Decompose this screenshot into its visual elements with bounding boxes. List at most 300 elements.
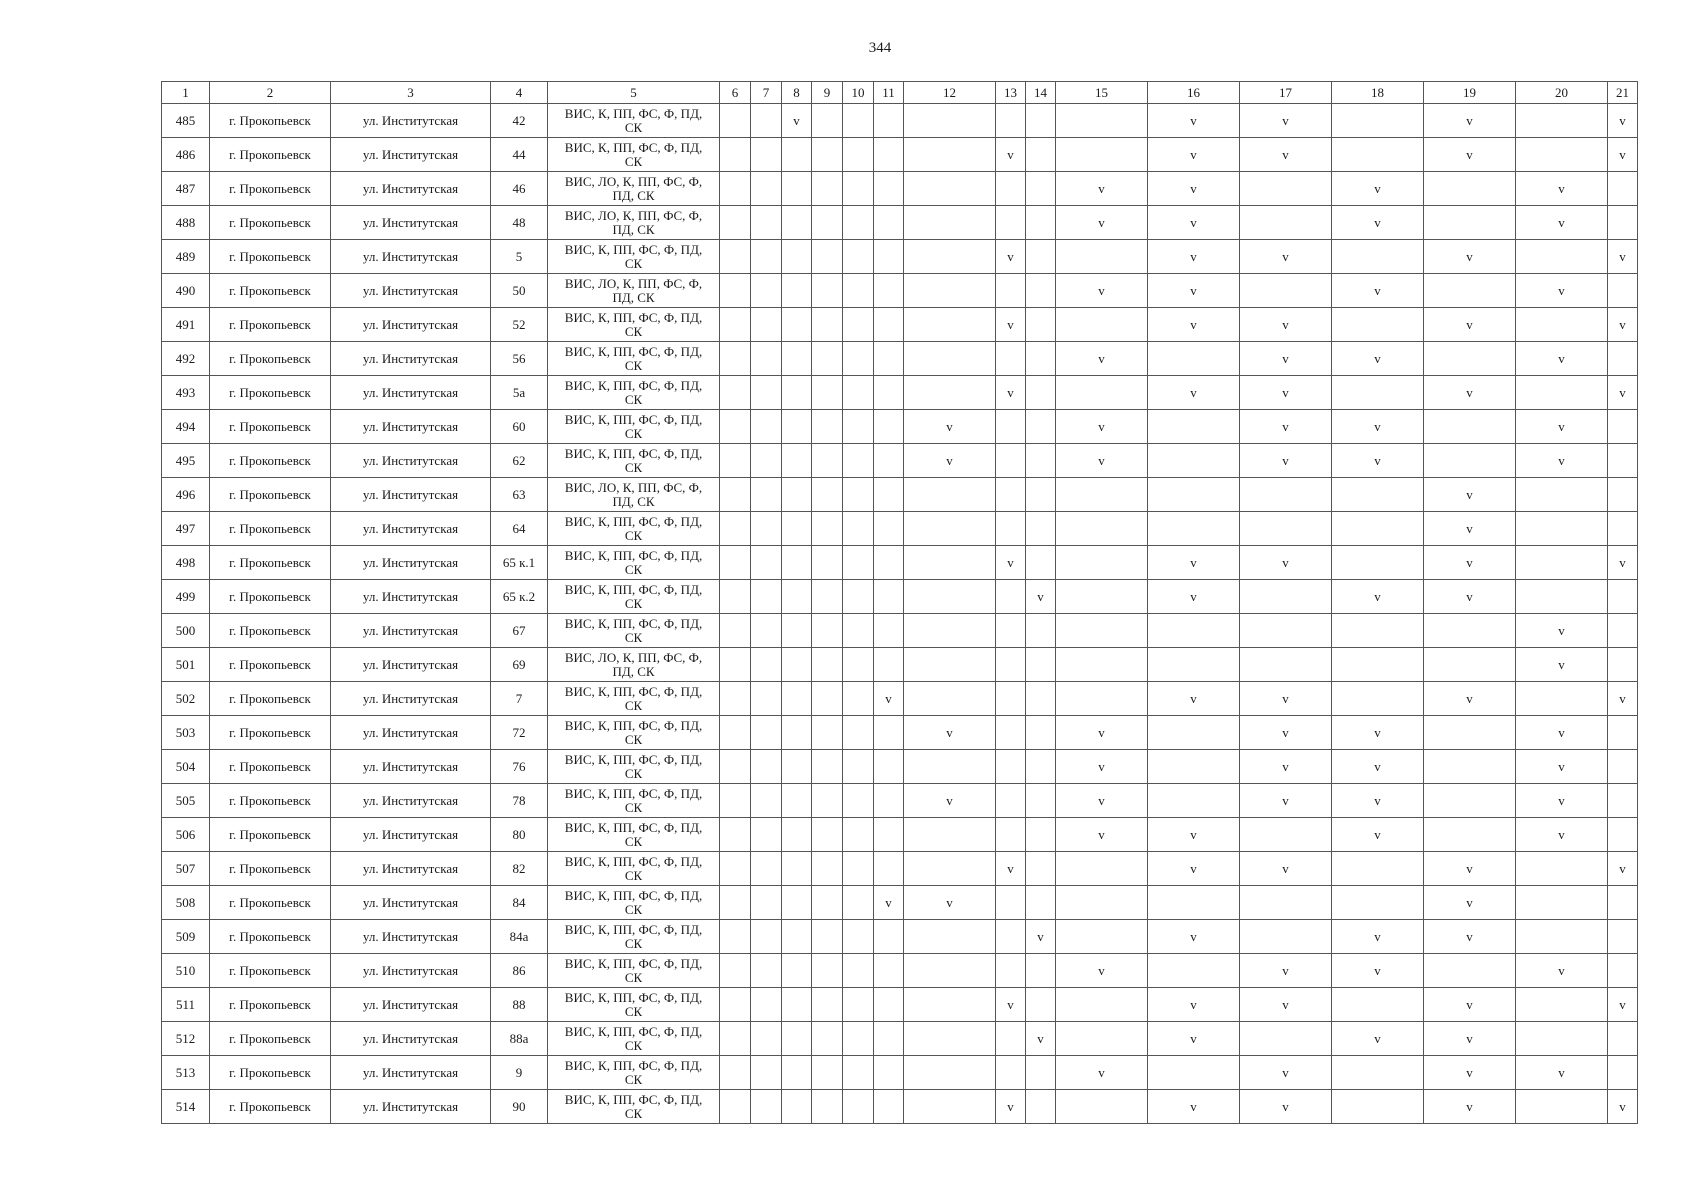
empty-cell xyxy=(812,104,843,138)
empty-cell xyxy=(812,478,843,512)
street-cell: ул. Институтская xyxy=(331,580,491,614)
row-number: 490 xyxy=(162,274,210,308)
empty-cell xyxy=(782,274,812,308)
empty-cell xyxy=(904,308,996,342)
row-number: 512 xyxy=(162,1022,210,1056)
row-number: 513 xyxy=(162,1056,210,1090)
street-cell: ул. Институтская xyxy=(331,546,491,580)
city-cell: г. Прокопьевск xyxy=(210,410,331,444)
check-mark: v xyxy=(1424,240,1516,274)
column-header-10: 10 xyxy=(843,82,874,104)
street-cell: ул. Институтская xyxy=(331,920,491,954)
column-header-6: 6 xyxy=(720,82,751,104)
empty-cell xyxy=(782,614,812,648)
check-mark: v xyxy=(1332,920,1424,954)
empty-cell xyxy=(1424,716,1516,750)
table-row xyxy=(162,988,1638,1022)
row-number: 489 xyxy=(162,240,210,274)
check-mark: v xyxy=(1608,104,1638,138)
city-cell: г. Прокопьевск xyxy=(210,342,331,376)
empty-cell xyxy=(996,784,1026,818)
description-cell: ВИС, ЛО, К, ПП, ФС, Ф, ПД, СК xyxy=(548,172,720,206)
row-number: 494 xyxy=(162,410,210,444)
house-cell: 60 xyxy=(491,410,548,444)
check-mark: v xyxy=(1148,138,1240,172)
empty-cell xyxy=(782,920,812,954)
column-header-14: 14 xyxy=(1026,82,1056,104)
city-cell: г. Прокопьевск xyxy=(210,478,331,512)
row-number: 497 xyxy=(162,512,210,546)
street-cell: ул. Институтская xyxy=(331,376,491,410)
empty-cell xyxy=(1516,376,1608,410)
street-cell: ул. Институтская xyxy=(331,478,491,512)
check-mark: v xyxy=(1424,478,1516,512)
empty-cell xyxy=(874,206,904,240)
empty-cell xyxy=(1240,478,1332,512)
house-cell: 88 xyxy=(491,988,548,1022)
empty-cell xyxy=(720,172,751,206)
house-cell: 48 xyxy=(491,206,548,240)
empty-cell xyxy=(812,546,843,580)
check-mark: v xyxy=(1148,308,1240,342)
check-mark: v xyxy=(1608,376,1638,410)
empty-cell xyxy=(1026,818,1056,852)
house-cell: 78 xyxy=(491,784,548,818)
empty-cell xyxy=(1026,988,1056,1022)
table-row xyxy=(162,274,1638,308)
check-mark: v xyxy=(1424,852,1516,886)
empty-cell xyxy=(751,1090,782,1124)
empty-cell xyxy=(1608,818,1638,852)
city-cell: г. Прокопьевск xyxy=(210,240,331,274)
row-number: 511 xyxy=(162,988,210,1022)
empty-cell xyxy=(996,342,1026,376)
description-cell: ВИС, ЛО, К, ПП, ФС, Ф, ПД, СК xyxy=(548,478,720,512)
empty-cell xyxy=(843,274,874,308)
description-cell: ВИС, К, ПП, ФС, Ф, ПД, СК xyxy=(548,1056,720,1090)
column-header-16: 16 xyxy=(1148,82,1240,104)
empty-cell xyxy=(843,716,874,750)
check-mark: v xyxy=(904,886,996,920)
empty-cell xyxy=(782,784,812,818)
city-cell: г. Прокопьевск xyxy=(210,172,331,206)
empty-cell xyxy=(1516,1022,1608,1056)
empty-cell xyxy=(720,1090,751,1124)
empty-cell xyxy=(843,818,874,852)
empty-cell xyxy=(843,1056,874,1090)
empty-cell xyxy=(1516,920,1608,954)
row-number: 510 xyxy=(162,954,210,988)
column-header-1: 1 xyxy=(162,82,210,104)
empty-cell xyxy=(720,716,751,750)
empty-cell xyxy=(843,410,874,444)
description-cell: ВИС, К, ПП, ФС, Ф, ПД, СК xyxy=(548,240,720,274)
empty-cell xyxy=(1026,240,1056,274)
empty-cell xyxy=(782,580,812,614)
empty-cell xyxy=(874,920,904,954)
city-cell: г. Прокопьевск xyxy=(210,104,331,138)
check-mark: v xyxy=(1240,852,1332,886)
check-mark: v xyxy=(1240,308,1332,342)
empty-cell xyxy=(720,240,751,274)
empty-cell xyxy=(904,512,996,546)
empty-cell xyxy=(1148,444,1240,478)
check-mark: v xyxy=(874,886,904,920)
check-mark: v xyxy=(1240,716,1332,750)
empty-cell xyxy=(843,580,874,614)
street-cell: ул. Институтская xyxy=(331,240,491,274)
empty-cell xyxy=(1056,478,1148,512)
empty-cell xyxy=(874,274,904,308)
empty-cell xyxy=(996,614,1026,648)
city-cell: г. Прокопьевск xyxy=(210,274,331,308)
check-mark: v xyxy=(1056,444,1148,478)
empty-cell xyxy=(1608,512,1638,546)
empty-cell xyxy=(720,410,751,444)
empty-cell xyxy=(782,138,812,172)
empty-cell xyxy=(1608,1056,1638,1090)
empty-cell xyxy=(720,444,751,478)
empty-cell xyxy=(1026,104,1056,138)
description-cell: ВИС, К, ПП, ФС, Ф, ПД, СК xyxy=(548,920,720,954)
column-header-3: 3 xyxy=(331,82,491,104)
empty-cell xyxy=(812,852,843,886)
empty-cell xyxy=(812,784,843,818)
empty-cell xyxy=(1424,274,1516,308)
empty-cell xyxy=(751,614,782,648)
empty-cell xyxy=(720,274,751,308)
empty-cell xyxy=(751,648,782,682)
empty-cell xyxy=(874,716,904,750)
check-mark: v xyxy=(996,376,1026,410)
description-cell: ВИС, К, ПП, ФС, Ф, ПД, СК xyxy=(548,750,720,784)
table-row xyxy=(162,784,1638,818)
empty-cell xyxy=(1424,954,1516,988)
empty-cell xyxy=(904,750,996,784)
description-cell: ВИС, К, ПП, ФС, Ф, ПД, СК xyxy=(548,580,720,614)
empty-cell xyxy=(751,580,782,614)
check-mark: v xyxy=(1240,750,1332,784)
empty-cell xyxy=(1516,512,1608,546)
street-cell: ул. Институтская xyxy=(331,988,491,1022)
empty-cell xyxy=(812,580,843,614)
empty-cell xyxy=(720,580,751,614)
empty-cell xyxy=(782,716,812,750)
check-mark: v xyxy=(1516,614,1608,648)
row-number: 486 xyxy=(162,138,210,172)
empty-cell xyxy=(843,308,874,342)
table-row xyxy=(162,240,1638,274)
check-mark: v xyxy=(1516,954,1608,988)
table-row xyxy=(162,104,1638,138)
street-cell: ул. Институтская xyxy=(331,206,491,240)
check-mark: v xyxy=(1240,104,1332,138)
register-table xyxy=(161,81,1638,1124)
check-mark: v xyxy=(1240,444,1332,478)
empty-cell xyxy=(782,1090,812,1124)
column-header-4: 4 xyxy=(491,82,548,104)
empty-cell xyxy=(843,546,874,580)
empty-cell xyxy=(812,682,843,716)
empty-cell xyxy=(782,1022,812,1056)
empty-cell xyxy=(874,580,904,614)
street-cell: ул. Институтская xyxy=(331,342,491,376)
description-cell: ВИС, К, ПП, ФС, Ф, ПД, СК xyxy=(548,716,720,750)
empty-cell xyxy=(904,988,996,1022)
empty-cell xyxy=(720,682,751,716)
empty-cell xyxy=(843,512,874,546)
empty-cell xyxy=(1056,240,1148,274)
check-mark: v xyxy=(1332,716,1424,750)
empty-cell xyxy=(843,784,874,818)
empty-cell xyxy=(874,240,904,274)
check-mark: v xyxy=(996,308,1026,342)
empty-cell xyxy=(1608,342,1638,376)
empty-cell xyxy=(782,648,812,682)
empty-cell xyxy=(1516,852,1608,886)
street-cell: ул. Институтская xyxy=(331,1056,491,1090)
empty-cell xyxy=(1424,444,1516,478)
empty-cell xyxy=(996,886,1026,920)
check-mark: v xyxy=(1056,818,1148,852)
description-cell: ВИС, К, ПП, ФС, Ф, ПД, СК xyxy=(548,308,720,342)
empty-cell xyxy=(874,410,904,444)
empty-cell xyxy=(1148,478,1240,512)
check-mark: v xyxy=(1148,682,1240,716)
column-header-5: 5 xyxy=(548,82,720,104)
empty-cell xyxy=(1026,852,1056,886)
empty-cell xyxy=(751,784,782,818)
empty-cell xyxy=(751,682,782,716)
table-row xyxy=(162,614,1638,648)
empty-cell xyxy=(751,308,782,342)
check-mark: v xyxy=(1148,172,1240,206)
check-mark: v xyxy=(1240,988,1332,1022)
street-cell: ул. Институтская xyxy=(331,682,491,716)
empty-cell xyxy=(751,512,782,546)
empty-cell xyxy=(1148,716,1240,750)
street-cell: ул. Институтская xyxy=(331,274,491,308)
city-cell: г. Прокопьевск xyxy=(210,750,331,784)
city-cell: г. Прокопьевск xyxy=(210,1090,331,1124)
column-header-2: 2 xyxy=(210,82,331,104)
empty-cell xyxy=(996,274,1026,308)
empty-cell xyxy=(1056,648,1148,682)
empty-cell xyxy=(1332,1056,1424,1090)
house-cell: 84 xyxy=(491,886,548,920)
description-cell: ВИС, К, ПП, ФС, Ф, ПД, СК xyxy=(548,138,720,172)
check-mark: v xyxy=(1148,1022,1240,1056)
empty-cell xyxy=(751,342,782,376)
description-cell: ВИС, К, ПП, ФС, Ф, ПД, СК xyxy=(548,444,720,478)
house-cell: 9 xyxy=(491,1056,548,1090)
column-header-20: 20 xyxy=(1516,82,1608,104)
empty-cell xyxy=(782,886,812,920)
empty-cell xyxy=(904,920,996,954)
check-mark: v xyxy=(904,410,996,444)
check-mark: v xyxy=(1240,1090,1332,1124)
empty-cell xyxy=(720,308,751,342)
empty-cell xyxy=(1424,614,1516,648)
empty-cell xyxy=(874,342,904,376)
empty-cell xyxy=(1424,342,1516,376)
empty-cell xyxy=(782,240,812,274)
empty-cell xyxy=(812,342,843,376)
empty-cell xyxy=(1026,682,1056,716)
check-mark: v xyxy=(1240,954,1332,988)
empty-cell xyxy=(720,342,751,376)
empty-cell xyxy=(904,1056,996,1090)
description-cell: ВИС, ЛО, К, ПП, ФС, Ф, ПД, СК xyxy=(548,648,720,682)
empty-cell xyxy=(843,206,874,240)
empty-cell xyxy=(1148,886,1240,920)
empty-cell xyxy=(904,478,996,512)
empty-cell xyxy=(874,478,904,512)
check-mark: v xyxy=(1424,512,1516,546)
empty-cell xyxy=(751,444,782,478)
empty-cell xyxy=(874,444,904,478)
street-cell: ул. Институтская xyxy=(331,1090,491,1124)
row-number: 492 xyxy=(162,342,210,376)
empty-cell xyxy=(720,478,751,512)
check-mark: v xyxy=(1332,750,1424,784)
empty-cell xyxy=(843,886,874,920)
empty-cell xyxy=(904,954,996,988)
empty-cell xyxy=(996,716,1026,750)
empty-cell xyxy=(874,614,904,648)
house-cell: 88а xyxy=(491,1022,548,1056)
empty-cell xyxy=(751,920,782,954)
empty-cell xyxy=(1056,104,1148,138)
description-cell: ВИС, К, ПП, ФС, Ф, ПД, СК xyxy=(548,546,720,580)
street-cell: ул. Институтская xyxy=(331,1022,491,1056)
row-number: 487 xyxy=(162,172,210,206)
empty-cell xyxy=(904,274,996,308)
description-cell: ВИС, К, ПП, ФС, Ф, ПД, СК xyxy=(548,376,720,410)
empty-cell xyxy=(1332,988,1424,1022)
street-cell: ул. Институтская xyxy=(331,104,491,138)
empty-cell xyxy=(751,206,782,240)
city-cell: г. Прокопьевск xyxy=(210,614,331,648)
empty-cell xyxy=(751,274,782,308)
check-mark: v xyxy=(1424,1022,1516,1056)
house-cell: 84а xyxy=(491,920,548,954)
empty-cell xyxy=(1056,988,1148,1022)
city-cell: г. Прокопьевск xyxy=(210,648,331,682)
check-mark: v xyxy=(1332,444,1424,478)
empty-cell xyxy=(874,852,904,886)
house-cell: 82 xyxy=(491,852,548,886)
empty-cell xyxy=(1608,478,1638,512)
empty-cell xyxy=(720,852,751,886)
description-cell: ВИС, К, ПП, ФС, Ф, ПД, СК xyxy=(548,104,720,138)
empty-cell xyxy=(782,172,812,206)
empty-cell xyxy=(751,1056,782,1090)
city-cell: г. Прокопьевск xyxy=(210,784,331,818)
empty-cell xyxy=(1148,784,1240,818)
empty-cell xyxy=(996,920,1026,954)
check-mark: v xyxy=(1148,852,1240,886)
empty-cell xyxy=(904,342,996,376)
check-mark: v xyxy=(1424,1056,1516,1090)
check-mark: v xyxy=(1148,580,1240,614)
empty-cell xyxy=(874,988,904,1022)
empty-cell xyxy=(720,104,751,138)
empty-cell xyxy=(1026,1056,1056,1090)
empty-cell xyxy=(843,1090,874,1124)
house-cell: 50 xyxy=(491,274,548,308)
empty-cell xyxy=(1332,852,1424,886)
check-mark: v xyxy=(1148,818,1240,852)
column-header-17: 17 xyxy=(1240,82,1332,104)
empty-cell xyxy=(843,614,874,648)
check-mark: v xyxy=(1608,240,1638,274)
empty-cell xyxy=(812,954,843,988)
column-header-21: 21 xyxy=(1608,82,1638,104)
house-cell: 7 xyxy=(491,682,548,716)
check-mark: v xyxy=(1026,920,1056,954)
empty-cell xyxy=(1056,920,1148,954)
empty-cell xyxy=(1026,274,1056,308)
empty-cell xyxy=(751,546,782,580)
check-mark: v xyxy=(1026,1022,1056,1056)
empty-cell xyxy=(1026,444,1056,478)
empty-cell xyxy=(1424,784,1516,818)
empty-cell xyxy=(843,920,874,954)
empty-cell xyxy=(996,206,1026,240)
row-number: 509 xyxy=(162,920,210,954)
empty-cell xyxy=(751,376,782,410)
empty-cell xyxy=(1332,886,1424,920)
column-header-12: 12 xyxy=(904,82,996,104)
empty-cell xyxy=(1056,376,1148,410)
empty-cell xyxy=(1056,512,1148,546)
house-cell: 62 xyxy=(491,444,548,478)
empty-cell xyxy=(751,988,782,1022)
empty-cell xyxy=(1516,104,1608,138)
check-mark: v xyxy=(1056,716,1148,750)
empty-cell xyxy=(812,648,843,682)
house-cell: 67 xyxy=(491,614,548,648)
empty-cell xyxy=(782,308,812,342)
empty-cell xyxy=(1332,512,1424,546)
empty-cell xyxy=(812,1090,843,1124)
check-mark: v xyxy=(1608,308,1638,342)
empty-cell xyxy=(1056,886,1148,920)
empty-cell xyxy=(1240,580,1332,614)
check-mark: v xyxy=(1148,240,1240,274)
empty-cell xyxy=(1608,784,1638,818)
description-cell: ВИС, К, ПП, ФС, Ф, ПД, СК xyxy=(548,410,720,444)
empty-cell xyxy=(874,818,904,852)
empty-cell xyxy=(782,376,812,410)
empty-cell xyxy=(1240,886,1332,920)
empty-cell xyxy=(1516,138,1608,172)
empty-cell xyxy=(812,1056,843,1090)
city-cell: г. Прокопьевск xyxy=(210,886,331,920)
row-number: 495 xyxy=(162,444,210,478)
empty-cell xyxy=(843,172,874,206)
empty-cell xyxy=(720,954,751,988)
empty-cell xyxy=(874,1056,904,1090)
empty-cell xyxy=(1332,682,1424,716)
row-number: 500 xyxy=(162,614,210,648)
check-mark: v xyxy=(996,546,1026,580)
house-cell: 86 xyxy=(491,954,548,988)
table-row xyxy=(162,342,1638,376)
check-mark: v xyxy=(1056,274,1148,308)
check-mark: v xyxy=(1332,206,1424,240)
